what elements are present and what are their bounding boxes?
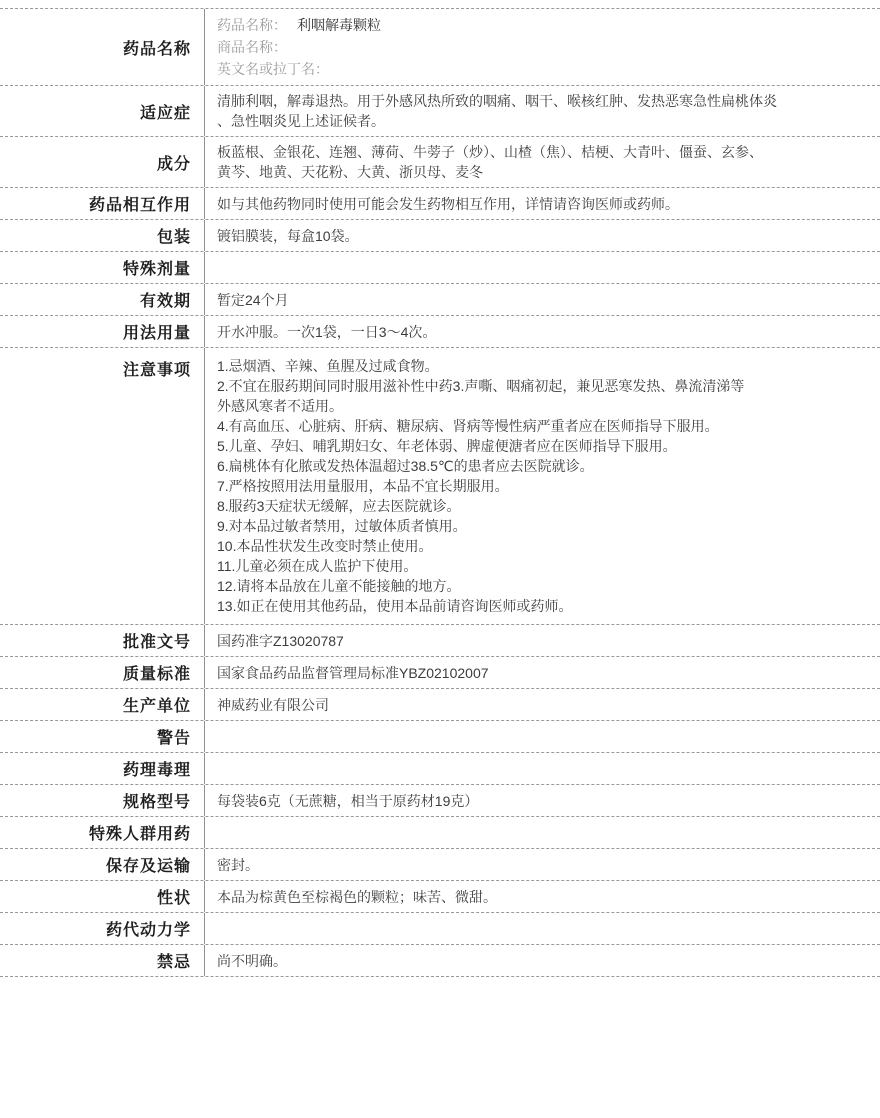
content-line: 8.服药3天症状无缓解，应去医院就诊。 bbox=[217, 498, 461, 514]
content-line: 、急性咽炎见上述证候者。 bbox=[217, 113, 385, 129]
row-label-text: 用法用量 bbox=[122, 325, 191, 342]
row-label bbox=[0, 188, 205, 219]
row-content bbox=[205, 657, 880, 688]
content-line: 11.儿童必须在成人监护下使用。 bbox=[217, 558, 418, 574]
row-content bbox=[205, 817, 880, 848]
row-label bbox=[0, 785, 205, 816]
row-label-text: 药品相互作用 bbox=[88, 197, 191, 214]
row-label bbox=[0, 220, 205, 251]
row-label-text: 特殊人群用药 bbox=[88, 826, 191, 843]
content-line: 国家食品药品监督管理局标准YBZ02102007 bbox=[217, 664, 489, 681]
row-label bbox=[0, 817, 205, 848]
row-label bbox=[0, 625, 205, 656]
field-name: 商品名称： bbox=[217, 39, 287, 55]
field-value: 利咽解毒颗粒 bbox=[297, 17, 381, 33]
row-content bbox=[205, 86, 880, 136]
table-row bbox=[0, 625, 880, 657]
row-label bbox=[0, 284, 205, 315]
table-row bbox=[0, 913, 880, 945]
table-row bbox=[0, 721, 880, 753]
row-label bbox=[0, 753, 205, 784]
row-label-text: 规格型号 bbox=[122, 794, 191, 811]
field-name: 药品名称： bbox=[217, 17, 287, 33]
row-label-text: 包装 bbox=[156, 229, 191, 246]
name-field-line bbox=[217, 58, 868, 80]
row-content bbox=[205, 945, 880, 976]
row-content bbox=[205, 689, 880, 720]
content-line: 2.不宜在服药期间同时服用滋补性中药3.声嘶、咽痛初起，兼见恶寒发热、鼻流清涕等 bbox=[217, 378, 745, 394]
row-content bbox=[205, 252, 880, 283]
content-line: 清肺利咽，解毒退热。用于外感风热所致的咽痛、咽干、喉核红肿、发热恶寒急性扁桃体炎 bbox=[217, 93, 777, 109]
row-label-text: 药品名称 bbox=[122, 40, 191, 58]
row-label-text: 批准文号 bbox=[122, 634, 191, 651]
row-content bbox=[205, 348, 880, 624]
content-line: 1.忌烟酒、辛辣、鱼腥及过咸食物。 bbox=[217, 358, 439, 374]
row-label-text: 性状 bbox=[156, 890, 191, 907]
row-label-text: 成分 bbox=[156, 155, 191, 173]
content-line: 尚不明确。 bbox=[217, 952, 287, 969]
name-field-line bbox=[217, 14, 868, 36]
row-label bbox=[0, 316, 205, 347]
row-content bbox=[205, 849, 880, 880]
row-label-text: 保存及运输 bbox=[105, 858, 191, 875]
row-label bbox=[0, 913, 205, 944]
row-label bbox=[0, 881, 205, 912]
row-content bbox=[205, 625, 880, 656]
row-label-text: 生产单位 bbox=[122, 698, 191, 715]
content-line: 6.扁桃体有化脓或发热体温超过38.5℃的患者应去医院就诊。 bbox=[217, 458, 594, 474]
row-label bbox=[0, 849, 205, 880]
table-row bbox=[0, 785, 880, 817]
content-line: 如与其他药物同时使用可能会发生药物相互作用，详情请咨询医师或药师。 bbox=[217, 195, 679, 212]
table-row bbox=[0, 689, 880, 721]
content-line: 神威药业有限公司 bbox=[217, 696, 329, 713]
content-line: 国药准字Z13020787 bbox=[217, 632, 344, 649]
content-line: 7.严格按照用法用量服用，本品不宜长期服用。 bbox=[217, 478, 509, 494]
row-label bbox=[0, 721, 205, 752]
table-row bbox=[0, 849, 880, 881]
row-label-text: 注意事项 bbox=[122, 362, 191, 379]
content-line: 开水冲服。一次1袋，一日3～4次。 bbox=[217, 323, 437, 340]
content-line: 9.对本品过敏者禁用，过敏体质者慎用。 bbox=[217, 518, 467, 534]
row-label bbox=[0, 137, 205, 187]
field-name: 英文名或拉丁名： bbox=[217, 61, 329, 77]
row-content bbox=[205, 284, 880, 315]
row-label bbox=[0, 86, 205, 136]
content-line: 10.本品性状发生改变时禁止使用。 bbox=[217, 538, 433, 554]
row-label bbox=[0, 689, 205, 720]
row-content bbox=[205, 137, 880, 187]
table-row bbox=[0, 753, 880, 785]
row-label-text: 药理毒理 bbox=[122, 762, 191, 779]
row-content bbox=[205, 9, 880, 85]
content-line: 13.如正在使用其他药品，使用本品前请咨询医师或药师。 bbox=[217, 598, 573, 614]
row-content bbox=[205, 220, 880, 251]
content-line: 本品为棕黄色至棕褐色的颗粒；味苦、微甜。 bbox=[217, 888, 497, 905]
row-label-text: 禁忌 bbox=[156, 954, 191, 971]
row-content bbox=[205, 753, 880, 784]
content-line: 暂定24个月 bbox=[217, 291, 289, 308]
row-label-text: 特殊剂量 bbox=[122, 261, 191, 278]
row-content bbox=[205, 188, 880, 219]
table-row bbox=[0, 348, 880, 625]
table-row bbox=[0, 881, 880, 913]
table-row bbox=[0, 657, 880, 689]
table-row bbox=[0, 137, 880, 188]
content-line: 5.儿童、孕妇、哺乳期妇女、年老体弱、脾虚便溏者应在医师指导下服用。 bbox=[217, 438, 677, 454]
table-row bbox=[0, 9, 880, 86]
content-line: 板蓝根、金银花、连翘、薄荷、牛蒡子（炒）、山楂（焦）、桔梗、大青叶、僵蚕、玄参、 bbox=[217, 144, 763, 160]
content-line: 黄芩、地黄、天花粉、大黄、浙贝母、麦冬 bbox=[217, 164, 483, 180]
row-content bbox=[205, 721, 880, 752]
row-content bbox=[205, 881, 880, 912]
row-label bbox=[0, 657, 205, 688]
content-line: 每袋装6克（无蔗糖，相当于原药材19克） bbox=[217, 792, 479, 809]
row-label-text: 质量标准 bbox=[122, 666, 191, 683]
row-content bbox=[205, 913, 880, 944]
table-row bbox=[0, 817, 880, 849]
table-row bbox=[0, 284, 880, 316]
row-content bbox=[205, 785, 880, 816]
table-row bbox=[0, 252, 880, 284]
row-label bbox=[0, 348, 205, 624]
content-line: 4.有高血压、心脏病、肝病、糖尿病、肾病等慢性病严重者应在医师指导下服用。 bbox=[217, 418, 719, 434]
drug-info-table bbox=[0, 8, 880, 977]
row-label-text: 有效期 bbox=[139, 293, 191, 310]
row-label-text: 药代动力学 bbox=[105, 922, 191, 939]
table-row bbox=[0, 220, 880, 252]
content-line: 外感风寒者不适用。 bbox=[217, 398, 343, 414]
row-label-text: 警告 bbox=[156, 730, 191, 747]
row-label bbox=[0, 252, 205, 283]
table-row bbox=[0, 316, 880, 348]
content-line: 密封。 bbox=[217, 856, 259, 873]
name-field-line bbox=[217, 36, 868, 58]
content-line: 12.请将本品放在儿童不能接触的地方。 bbox=[217, 578, 461, 594]
table-row bbox=[0, 86, 880, 137]
table-row bbox=[0, 188, 880, 220]
row-label bbox=[0, 9, 205, 85]
row-label-text: 适应症 bbox=[139, 104, 191, 122]
row-label bbox=[0, 945, 205, 976]
row-content bbox=[205, 316, 880, 347]
table-row bbox=[0, 945, 880, 977]
content-line: 镀铝膜装，每盒10袋。 bbox=[217, 227, 359, 244]
